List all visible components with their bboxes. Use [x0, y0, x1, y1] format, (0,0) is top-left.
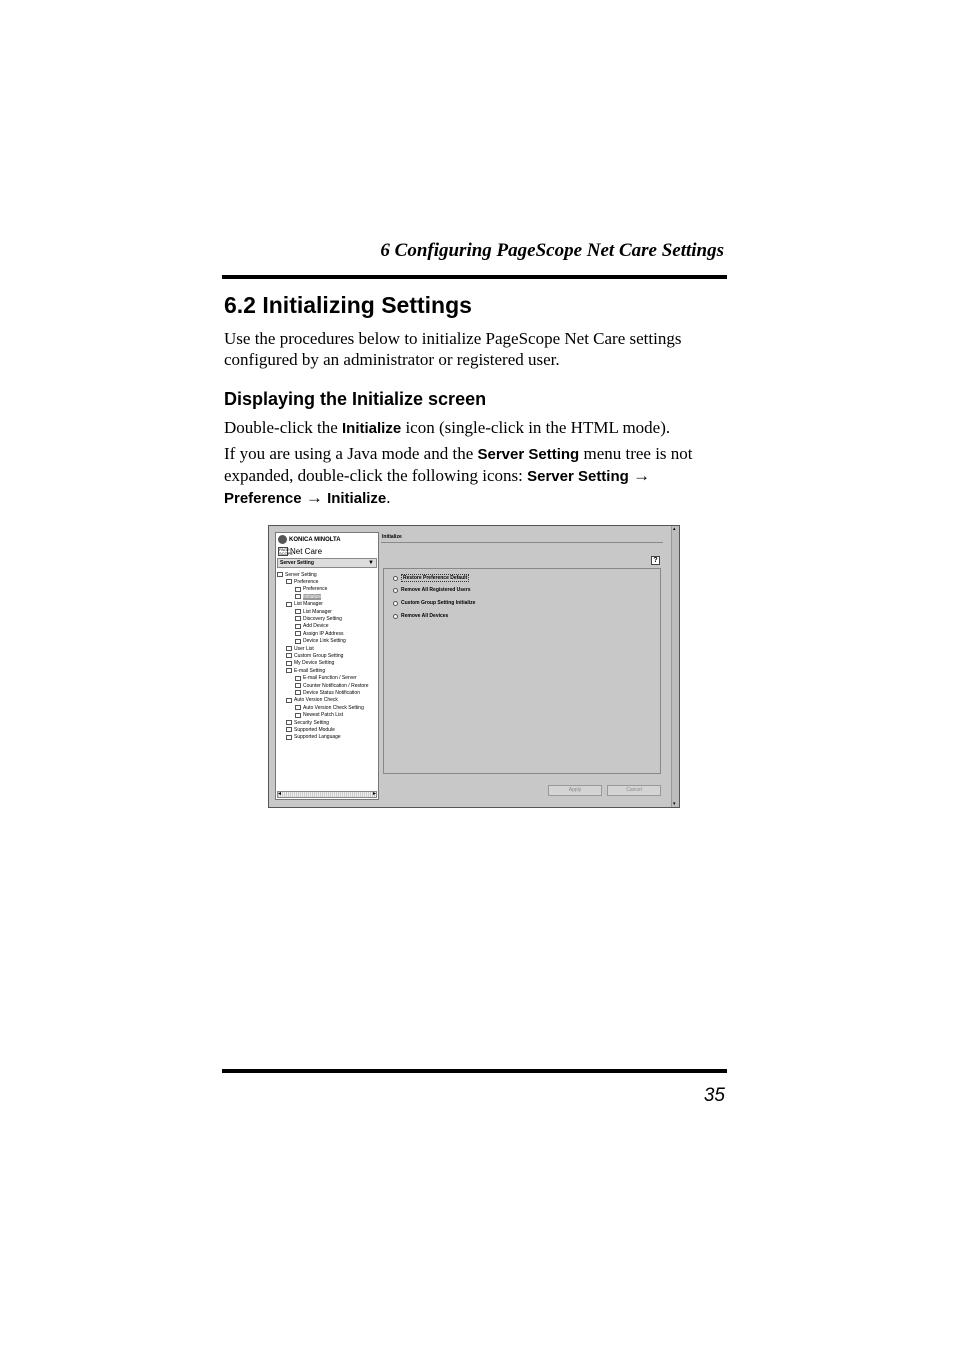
page-icon — [295, 705, 301, 710]
vertical-scrollbar[interactable] — [671, 526, 679, 807]
option-label: Custom Group Setting Initialize — [401, 600, 476, 606]
apply-button[interactable]: Apply — [548, 785, 602, 796]
tree-item-label: Preference — [294, 578, 319, 585]
page-icon — [295, 676, 301, 681]
page-icon — [295, 587, 301, 592]
scroll-left-icon[interactable]: ◂ — [278, 791, 282, 797]
folder-icon — [286, 668, 292, 673]
tree-item[interactable] — [295, 704, 364, 711]
instruction-paragraph-1 — [224, 417, 724, 439]
option-label: Remove All Devices — [401, 613, 449, 619]
tree-item-label: Initialize — [303, 593, 322, 600]
tree-item[interactable] — [286, 578, 318, 585]
page-icon — [295, 609, 301, 614]
options-group — [383, 568, 661, 774]
radio-icon[interactable] — [393, 614, 398, 619]
panel-title: Initialize — [382, 534, 402, 540]
tree-item[interactable] — [295, 689, 360, 696]
tree-item-label: Newest Patch List — [303, 712, 344, 719]
intro-paragraph: Use the procedures below to initialize PageScope Net Care settings configured by an administrator or registered user. — [224, 329, 682, 369]
scroll-down-icon[interactable]: ▾ — [673, 801, 676, 807]
radio-icon[interactable] — [393, 588, 398, 593]
text-fragment: If you are using a Java mode and the — [224, 444, 478, 463]
page-icon — [286, 727, 292, 732]
product-brand — [278, 547, 322, 556]
folder-icon — [286, 698, 292, 703]
section-title: 6.2 Initializing Settings — [224, 292, 472, 318]
tree-item-label: My Device Setting — [294, 660, 335, 667]
scroll-up-icon[interactable]: ▴ — [673, 526, 676, 532]
ui-term-server-setting: Server Setting — [527, 468, 629, 485]
tree-item[interactable] — [286, 667, 325, 674]
page-icon — [295, 624, 301, 629]
logo-text: KONICA MINOLTA — [289, 536, 341, 543]
tree-item-label: Custom Group Setting — [294, 652, 344, 659]
page-icon — [286, 720, 292, 725]
product-name: Net Care — [290, 547, 323, 556]
tree-item-label: Add Device — [303, 623, 329, 630]
divider — [381, 542, 663, 543]
tree-item[interactable] — [295, 615, 342, 622]
tree-item[interactable] — [286, 734, 341, 741]
ui-term-server-setting: Server Setting — [477, 446, 580, 463]
navigation-panel — [275, 532, 379, 800]
page-icon — [295, 616, 301, 621]
folder-icon — [286, 579, 292, 584]
tree-item-label: User List — [294, 645, 314, 652]
chevron-down-icon: ▼ — [368, 560, 374, 566]
radio-icon[interactable] — [393, 601, 398, 606]
ui-term-preference: Preference — [224, 490, 302, 507]
text-fragment: menu tree is not expanded, double-click the following icons: — [224, 444, 693, 485]
footer-rule — [222, 1069, 727, 1073]
tree-item-label: Device Status Notification — [303, 689, 360, 696]
option-remove-all-devices[interactable] — [393, 613, 448, 619]
tree-item[interactable] — [295, 608, 332, 615]
page-icon — [286, 646, 292, 651]
ui-term-initialize: Initialize — [342, 420, 402, 437]
cancel-button[interactable]: Cancel — [607, 785, 661, 796]
tree-item[interactable] — [286, 645, 314, 652]
tree-item-label: Counter Notification / Restore — [303, 682, 369, 689]
pagescope-icon: PAGE SCOPE — [279, 547, 294, 556]
tree-item-label: Supported Module — [294, 726, 335, 733]
horizontal-scrollbar[interactable] — [277, 791, 377, 798]
option-custom-group-setting-initialize[interactable] — [393, 600, 475, 606]
option-label: Restore Preference Default — [403, 575, 468, 581]
header-rule — [222, 275, 727, 279]
text-fragment: Double-click the — [224, 418, 343, 437]
instruction-paragraph-2 — [224, 443, 724, 509]
page-icon — [295, 639, 301, 644]
tree-item-label: Supported Language — [294, 734, 341, 741]
option-restore-preference-default[interactable] — [393, 574, 469, 582]
folder-icon — [277, 572, 283, 577]
tree-item[interactable] — [295, 675, 357, 682]
tree-item[interactable] — [277, 571, 317, 578]
tree-item-label: Security Setting — [294, 719, 330, 726]
page-icon — [286, 735, 292, 740]
text-fragment: . — [386, 488, 391, 507]
folder-icon — [286, 602, 292, 607]
option-remove-all-registered-users[interactable] — [393, 587, 471, 593]
chapter-header: 6 Configuring PageScope Net Care Settings — [380, 240, 724, 261]
tree-item-label: List Manager — [303, 608, 332, 615]
konica-logo-icon — [278, 535, 287, 544]
tree-item[interactable] — [295, 630, 344, 637]
dropdown-value: Server Setting — [280, 560, 314, 566]
scroll-right-icon[interactable]: ▸ — [372, 791, 376, 797]
page-icon — [295, 690, 301, 695]
tree-item[interactable] — [286, 652, 343, 659]
tree-item-label: Device Link Setting — [303, 638, 346, 645]
arrow: → — [628, 466, 651, 485]
page-icon — [286, 661, 292, 666]
tree-item-label: Preference — [303, 586, 328, 593]
tree-item-label: E-mail Function / Server — [303, 675, 357, 682]
tree-item[interactable] — [286, 660, 334, 667]
tree-item[interactable] — [295, 712, 343, 719]
page-icon — [286, 653, 292, 658]
tree-item-label: List Manager — [294, 601, 323, 608]
tree-item-label: Auto Version Check — [294, 697, 338, 704]
tree-item-label: Auto Version Check Setting — [303, 704, 364, 711]
option-label: Remove All Registered Users — [401, 587, 471, 593]
tree-item[interactable] — [286, 601, 323, 608]
tree-item-label: Discovery Setting — [303, 615, 342, 622]
tree-item[interactable] — [286, 726, 335, 733]
page-icon — [295, 683, 301, 688]
tree-item[interactable] — [295, 682, 369, 689]
radio-icon[interactable] — [393, 576, 398, 581]
logo — [278, 535, 341, 544]
help-icon[interactable]: ? — [651, 556, 660, 565]
tree-item[interactable] — [286, 697, 338, 704]
initialize-screenshot — [268, 525, 680, 808]
tree-item[interactable] — [295, 593, 321, 600]
tree-item[interactable] — [295, 638, 346, 645]
tree-item[interactable] — [295, 623, 329, 630]
page-icon — [295, 713, 301, 718]
tree-item-label: Assign IP Address — [303, 630, 344, 637]
page-icon — [295, 631, 301, 636]
tree-item-label: E-mail Setting — [294, 667, 326, 674]
ui-term-initialize: Initialize — [327, 490, 387, 507]
tree-item[interactable] — [295, 586, 327, 593]
menu-dropdown[interactable] — [277, 558, 377, 568]
page-icon — [295, 594, 301, 599]
tree-item[interactable] — [286, 719, 329, 726]
page-number: 35 — [703, 1085, 725, 1106]
subsection-title: Displaying the Initialize screen — [224, 389, 487, 409]
arrow: → — [301, 488, 328, 507]
tree-item-label: Server Setting — [285, 571, 317, 578]
text-fragment: icon (single-click in the HTML mode). — [401, 418, 671, 437]
